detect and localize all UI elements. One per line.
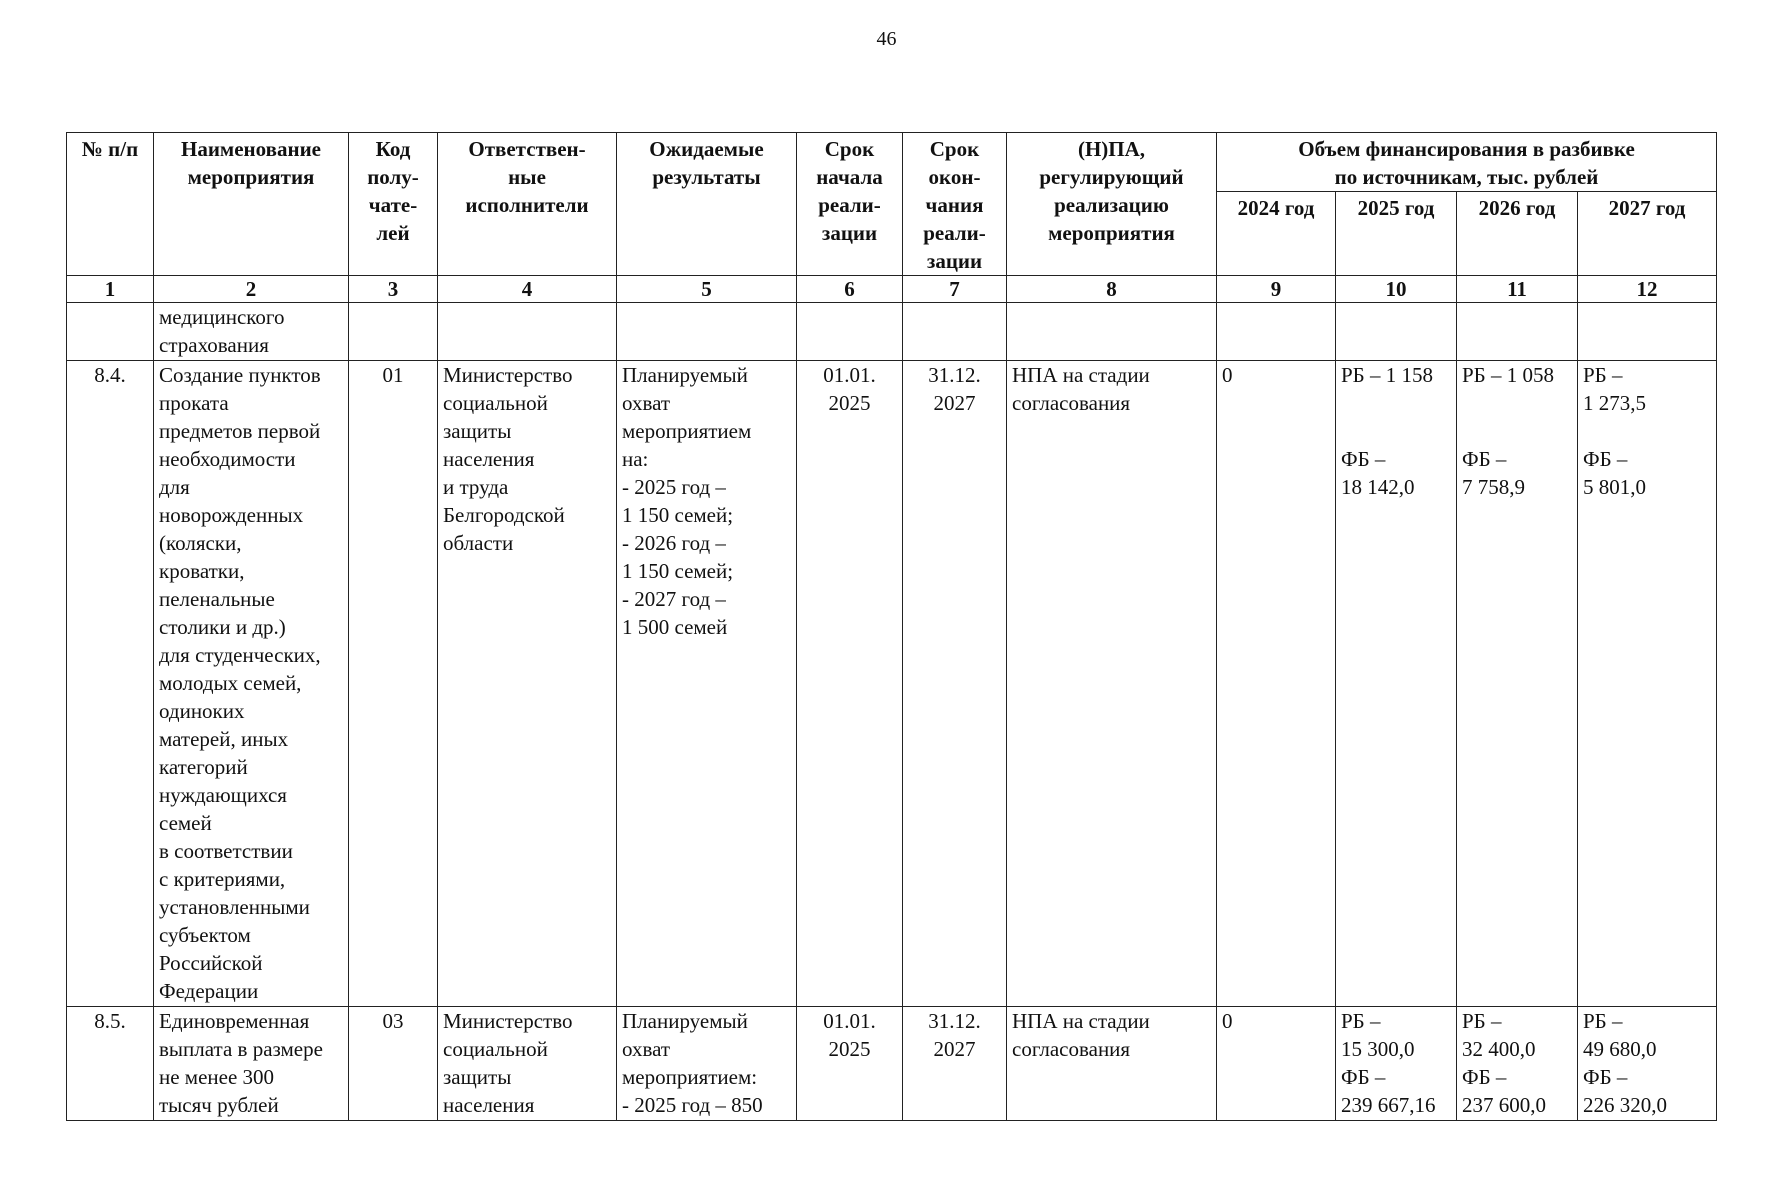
cell-results: Планируемый охват мероприятием на: - 2025 год – 1 150 семей; - 2026 год – 1 150 семей; - 2027 год – 1 500 семей bbox=[617, 361, 797, 1007]
header-regulation: (Н)ПА, регулирующий реализацию мероприятия bbox=[1007, 133, 1217, 276]
column-number: 7 bbox=[903, 276, 1007, 303]
cell-2024: 0 bbox=[1217, 361, 1336, 1007]
column-number: 3 bbox=[349, 276, 438, 303]
cell-end: 31.12. 2027 bbox=[903, 1007, 1007, 1121]
cell-2027 bbox=[1578, 303, 1717, 361]
column-number: 8 bbox=[1007, 276, 1217, 303]
cell-code: 01 bbox=[349, 361, 438, 1007]
column-number: 9 bbox=[1217, 276, 1336, 303]
column-number: 2 bbox=[154, 276, 349, 303]
column-number: 10 bbox=[1336, 276, 1457, 303]
cell-2026 bbox=[1457, 303, 1578, 361]
cell-2024 bbox=[1217, 303, 1336, 361]
cell-code: 03 bbox=[349, 1007, 438, 1121]
cell-2027: РБ – 1 273,5 ФБ – 5 801,0 bbox=[1578, 361, 1717, 1007]
cell-2025: РБ – 15 300,0 ФБ – 239 667,16 bbox=[1336, 1007, 1457, 1121]
cell-end bbox=[903, 303, 1007, 361]
activities-table bbox=[66, 132, 1717, 1121]
column-number: 4 bbox=[438, 276, 617, 303]
column-number: 11 bbox=[1457, 276, 1578, 303]
cell-executor bbox=[438, 303, 617, 361]
cell-activity-name: Создание пунктов проката предметов первой необходимости для новорожденных (коляски, кроватки, пеленальные столики и др.) для студенческих, молодых семей, одиноких матерей, иных категорий нуждающихся семей в соответствии с критериями, установленными субъектом Российской Федерации bbox=[154, 361, 349, 1007]
cell-npa bbox=[1007, 303, 1217, 361]
continuation-row bbox=[67, 303, 1717, 361]
header-end-date: Срок окон- чания реали- зации bbox=[903, 133, 1007, 276]
header-start-date: Срок начала реали- зации bbox=[797, 133, 903, 276]
cell-start bbox=[797, 303, 903, 361]
header-executors: Ответствен- ные исполнители bbox=[438, 133, 617, 276]
cell-start: 01.01. 2025 bbox=[797, 1007, 903, 1121]
header-year-2025: 2025 год bbox=[1336, 192, 1457, 276]
table-row bbox=[67, 361, 1717, 1007]
header-expected-results: Ожидаемые результаты bbox=[617, 133, 797, 276]
header-funding: Объем финансирования в разбивке по источникам, тыс. рублей bbox=[1217, 133, 1717, 192]
column-number: 12 bbox=[1578, 276, 1717, 303]
header-recipient-code: Код полу- чате- лей bbox=[349, 133, 438, 276]
cell-2024: 0 bbox=[1217, 1007, 1336, 1121]
cell-num: 8.5. bbox=[67, 1007, 154, 1121]
cell-results bbox=[617, 303, 797, 361]
column-number: 6 bbox=[797, 276, 903, 303]
cell-2026: РБ – 32 400,0 ФБ – 237 600,0 bbox=[1457, 1007, 1578, 1121]
cell-end: 31.12. 2027 bbox=[903, 361, 1007, 1007]
cell-npa: НПА на стадии согласования bbox=[1007, 1007, 1217, 1121]
cell-2025 bbox=[1336, 303, 1457, 361]
cell-executor: Министерство социальной защиты населения bbox=[438, 1007, 617, 1121]
header-year-2027: 2027 год bbox=[1578, 192, 1717, 276]
cell-2026: РБ – 1 058 ФБ – 7 758,9 bbox=[1457, 361, 1578, 1007]
cell-num bbox=[67, 303, 154, 361]
cell-code bbox=[349, 303, 438, 361]
cell-executor: Министерство социальной защиты населения и труда Белгородской области bbox=[438, 361, 617, 1007]
header-number: № п/п bbox=[67, 133, 154, 276]
cell-num: 8.4. bbox=[67, 361, 154, 1007]
header-year-2024: 2024 год bbox=[1217, 192, 1336, 276]
header-activity-name: Наименование мероприятия bbox=[154, 133, 349, 276]
cell-2025: РБ – 1 158 ФБ – 18 142,0 bbox=[1336, 361, 1457, 1007]
column-number: 1 bbox=[67, 276, 154, 303]
column-number: 5 bbox=[617, 276, 797, 303]
cell-2027: РБ – 49 680,0 ФБ – 226 320,0 bbox=[1578, 1007, 1717, 1121]
cell-activity-name: Единовременная выплата в размере не менее 300 тысяч рублей bbox=[154, 1007, 349, 1121]
cell-start: 01.01. 2025 bbox=[797, 361, 903, 1007]
cell-npa: НПА на стадии согласования bbox=[1007, 361, 1217, 1007]
cell-results: Планируемый охват мероприятием: - 2025 год – 850 bbox=[617, 1007, 797, 1121]
header-year-2026: 2026 год bbox=[1457, 192, 1578, 276]
cell-activity-name: медицинского страхования bbox=[154, 303, 349, 361]
page-number: 46 bbox=[876, 28, 897, 50]
column-number-row bbox=[67, 276, 1717, 303]
header-row-top bbox=[67, 133, 1717, 192]
table-row bbox=[67, 1007, 1717, 1121]
